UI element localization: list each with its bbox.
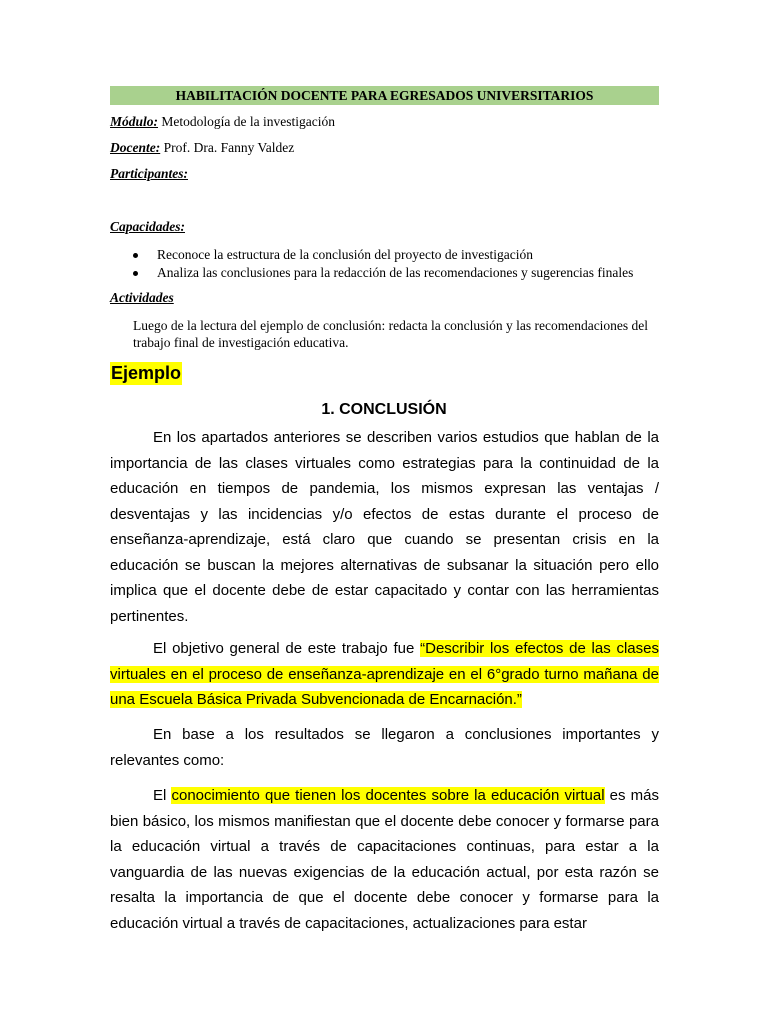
paragraph-4 [110,783,659,936]
capacities-label: Capacidades: [110,219,185,234]
module-line [110,114,335,130]
capacities-list [130,246,633,282]
paragraph-1-text: En los apartados anteriores se describen varios estudios que hablan de la importancia de las clases virtuales como estrategias para la continuidad de la educación en tiempos de pandemia, los mismos expresan las ventajas / desventajas y las incidencias y/o efectos de estas durante el proceso de enseñanza-aprendizaje, está claro que cuando se presentan crisis en la educación se buscan la mejores alternativas de subsanar la situación pero ello implica que el docente debe de estar capacitado y contar con las herramientas pertinentes. [110,429,659,625]
paragraph-2 [110,636,659,713]
paragraph-4-intro: El [153,787,172,804]
participants-line [110,166,188,182]
list-item: Reconoce la estructura de la conclusión del proyecto de investigación [130,246,633,264]
section-heading: 1. CONCLUSIÓN [321,401,447,418]
activities-heading [110,290,174,306]
activities-label: Actividades [110,290,174,305]
capacities-heading [110,219,185,235]
paragraph-3-text: En base a los resultados se llegaron a conclusiones importantes y relevantes como: [110,726,659,769]
document-title: HABILITACIÓN DOCENTE PARA EGRESADOS UNIVERSITARIOS [110,86,659,105]
example-label: Ejemplo [111,363,182,383]
paragraph-2-intro: El objetivo general de este trabajo fue [153,640,421,657]
activities-text: Luego de la lectura del ejemplo de conclusión: redacta la conclusión y las recomendaciones del trabajo final de investigación educativa. [133,318,649,350]
paragraph-1 [110,425,659,629]
list-item: Analiza las conclusiones para la redacción de las recomendaciones y sugerencias finales [130,264,633,282]
teacher-value: Prof. Dra. Fanny Valdez [160,140,295,155]
paragraph-4-highlight: conocimiento que tienen los docentes sobre la educación virtual [171,787,605,804]
participants-label: Participantes: [110,166,188,181]
teacher-label: Docente: [110,140,161,155]
module-label: Módulo: [110,114,159,129]
paragraph-4-rest: es más bien básico, los mismos manifiestan que el docente debe conocer y formarse para la educación virtual a través de capacitaciones continuas, para estar a la vanguardia de las nuevas exigencias de la educación actual, por esta razón se resalta la importancia de que el docente debe conocer y formarse para la educación virtual a través de capacitaciones, actualizaciones para estar [110,787,659,932]
paragraph-3 [110,722,659,773]
module-value: Metodología de la investigación [158,114,335,129]
paragraph-2-highlight: “Describir los efectos de las clases virtuales en el proceso de enseñanza-aprendizaje en el 6°grado turno mañana de una Escuela Básica Privada Subvencionada de Encarnación.” [110,640,659,708]
teacher-line [110,140,294,156]
